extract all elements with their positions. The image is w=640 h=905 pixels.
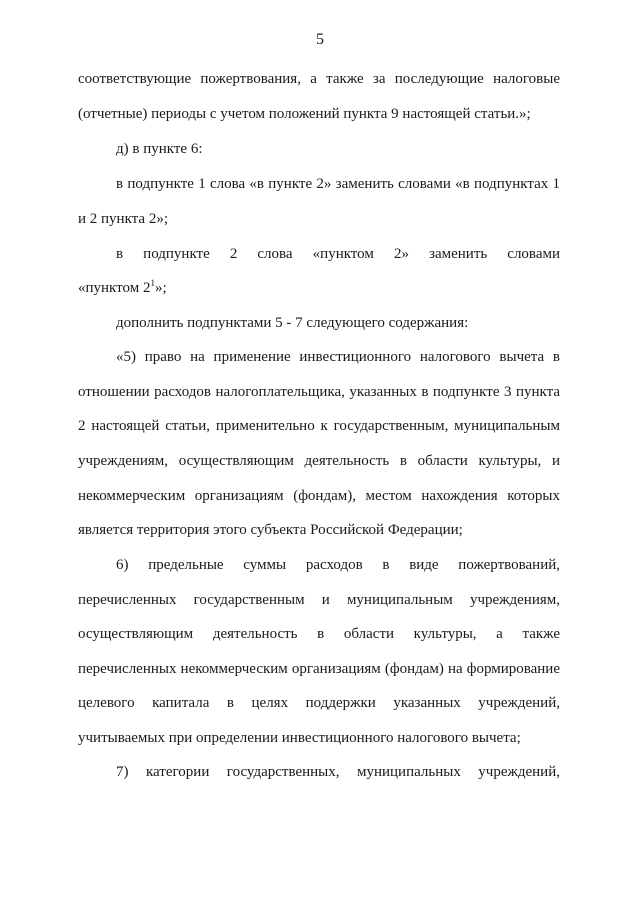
text-line: д) в пункте 6:	[116, 141, 203, 157]
text-line: учитываемых при определении инвестиционного налогового вычета;	[78, 730, 521, 746]
text-line: дополнить подпунктами 5 - 7 следующего содержания:	[116, 315, 469, 331]
text-line: некоммерческим организациям (фондам), местом нахождения которых	[78, 488, 560, 504]
text-fragment: «пунктом 2	[78, 280, 151, 296]
text-line: целевого капитала в целях поддержки указанных учреждений,	[78, 695, 560, 711]
text-line: (отчетные) периоды с учетом положений пункта 9 настоящей статьи.»;	[78, 106, 531, 122]
text-line: 2 настоящей статьи, применительно к государственным, муниципальным	[78, 418, 560, 434]
text-fragment: »;	[154, 280, 167, 296]
text-line: и 2 пункта 2»;	[78, 211, 168, 227]
text-line: в подпункте 1 слова «в пункте 2» заменить словами «в подпунктах 1	[116, 176, 560, 192]
text-line: является территория этого субъекта Российской Федерации;	[78, 522, 463, 538]
text-line: 7) категории государственных, муниципальных учреждений,	[116, 764, 560, 780]
text-line: соответствующие пожертвования, а также за последующие налоговые	[78, 71, 560, 87]
text-line: перечисленных государственным и муниципальным учреждениям,	[78, 592, 560, 608]
text-line: перечисленных некоммерческим организациям (фондам) на формирование	[78, 661, 560, 677]
text-line: отношении расходов налогоплательщика, указанных в подпункте 3 пункта	[78, 384, 560, 400]
text-line	[78, 278, 560, 298]
text-line: осуществляющим деятельность в области культуры, а также	[78, 626, 560, 642]
text-line: «5) право на применение инвестиционного налогового вычета в	[116, 349, 560, 365]
text-line: в подпункте 2 слова «пунктом 2» заменить словами	[116, 246, 560, 262]
text-line: 6) предельные суммы расходов в виде пожертвований,	[116, 557, 560, 573]
superscript: 1	[150, 278, 155, 288]
page-number: 5	[316, 31, 324, 48]
text-line: учреждениям, осуществляющим деятельность в области культуры, и	[78, 453, 560, 469]
